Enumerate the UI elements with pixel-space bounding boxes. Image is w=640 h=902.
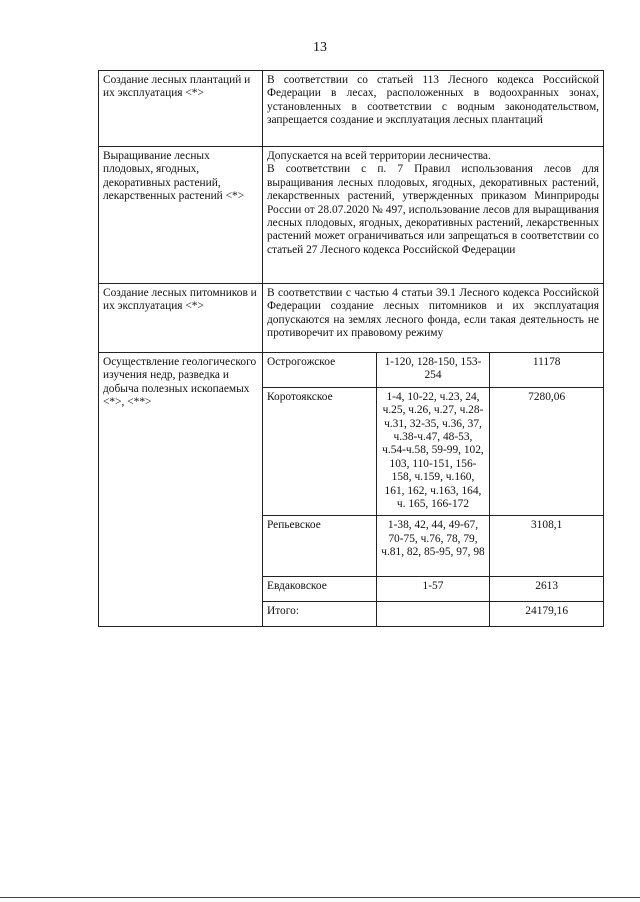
forest-use-table	[98, 70, 604, 627]
activity-cell: Создание лесных питомников и их эксплуатация <*>	[99, 284, 263, 353]
total-plots	[376, 602, 490, 627]
page-number: 13	[313, 40, 327, 55]
activity-cell: Создание лесных плантаций и их эксплуатация <*>	[99, 71, 263, 147]
description-cell: В соответствии со статьей 113 Лесного кодекса Российской Федерации в лесах, расположенных в водоохранных зонах, установленных в соответствии с водным законодательством, запрещается создание и эксплуатация лесных плантаций	[263, 71, 604, 147]
district-name: Коротоякское	[263, 387, 377, 516]
district-area: 7280,06	[490, 387, 604, 516]
district-area: 3108,1	[490, 516, 604, 577]
district-area: 11178	[490, 353, 604, 388]
total-label: Итого:	[263, 602, 377, 627]
table-row	[99, 71, 604, 147]
activity-cell: Выращивание лесных плодовых, ягодных, декоративных растений, лекарственных растений <*>	[99, 147, 263, 284]
table-row	[99, 353, 604, 388]
description-paragraph: Допускается на всей территории лесничества.	[267, 150, 491, 162]
description-paragraph: В соответствии с п. 7 Правил использования лесов для выращивания лесных плодовых, ягодных, декоративных растений, лекарственных растений, утвержденных приказом Минприроды России от 28.07.2020 № 497, использование лесов для выращивания лесных плодовых, ягодных, декоративных растений, лекарственных растений может ограничиваться или запрещаться в соответствии со статьей 27 Лесного кодекса Российской Федерации	[267, 163, 599, 256]
activity-cell: Осуществление геологического изучения недр, разведка и добыча полезных ископаемых <*>, <**>	[99, 353, 263, 627]
district-name: Евдаковское	[263, 577, 377, 602]
district-name: Острогожское	[263, 353, 377, 388]
page-edge-line	[0, 897, 640, 898]
table-row	[99, 147, 604, 284]
description-cell	[263, 147, 604, 284]
district-plots: 1-57	[376, 577, 490, 602]
district-plots: 1-4, 10-22, ч.23, 24, ч.25, ч.26, ч.27, ч.28-ч.31, 32-35, ч.36, 37, ч.38-ч.47, 48-53, ч.54-ч.58, 59-99, 102, 103, 110-151, 156-158, ч.159, ч.160, 161, 162, ч.163, 164, ч. 165, 166-172	[376, 387, 490, 516]
district-plots: 1-120, 128-150, 153-254	[376, 353, 490, 388]
district-area: 2613	[490, 577, 604, 602]
district-plots: 1-38, 42, 44, 49-67, 70-75, ч.76, 78, 79, ч.81, 82, 85-95, 97, 98	[376, 516, 490, 577]
total-area: 24179,16	[490, 602, 604, 627]
table-row	[99, 284, 604, 353]
district-name: Репьевское	[263, 516, 377, 577]
description-cell: В соответствии с частью 4 статьи 39.1 Лесного кодекса Российской Федерации создание лесных питомников и их эксплуатация допускаются на землях лесного фонда, если такая деятельность не противоречит их правовому режиму	[263, 284, 604, 353]
